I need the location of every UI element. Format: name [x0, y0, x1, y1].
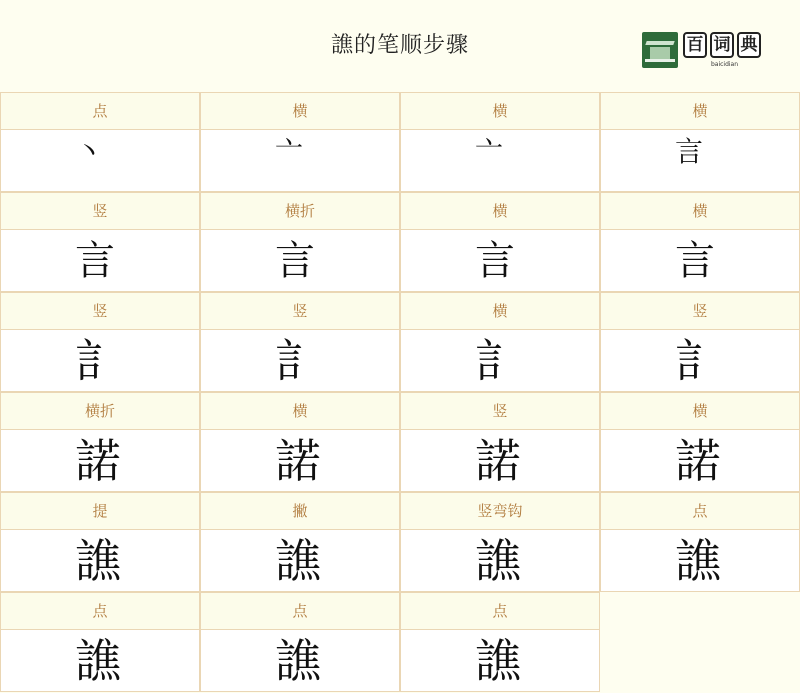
stroke-glyph: 訁 [475, 334, 521, 388]
stroke-glyph-box [600, 429, 800, 492]
stroke-name: 点 [400, 592, 600, 630]
stroke-glyph: 譙 [475, 534, 521, 588]
logo-char: 典 [737, 32, 761, 58]
stroke-step [0, 92, 200, 192]
stroke-name: 竖 [400, 392, 600, 430]
stroke-glyph-box [0, 229, 200, 292]
stroke-glyph-box [400, 229, 600, 292]
stroke-step [600, 92, 800, 192]
stroke-name: 竖弯钩 [400, 492, 600, 530]
stroke-glyph-box [400, 529, 600, 592]
logo-wordmark [683, 32, 761, 60]
stroke-glyph: 言 [675, 135, 704, 168]
stroke-glyph-box [600, 229, 800, 292]
stroke-name: 横 [400, 192, 600, 230]
stroke-glyph: 諾 [475, 434, 521, 488]
stroke-name: 提 [0, 492, 200, 530]
stroke-glyph-box [200, 529, 400, 592]
stroke-glyph-box [600, 329, 800, 392]
stroke-glyph-box [200, 229, 400, 292]
stroke-glyph-box [400, 429, 600, 492]
logo-char: 百 [683, 32, 707, 58]
stroke-step [400, 192, 600, 292]
stroke-step [0, 292, 200, 392]
stroke-step [400, 92, 600, 192]
stroke-glyph-box [200, 329, 400, 392]
stroke-row [0, 592, 800, 692]
stroke-step [400, 592, 600, 692]
stroke-glyph-box [400, 129, 600, 192]
stroke-name: 横折 [0, 392, 200, 430]
stroke-glyph-box [600, 529, 800, 592]
stroke-glyph: 譙 [275, 534, 321, 588]
stroke-name: 竖 [600, 292, 800, 330]
stroke-glyph-box [200, 129, 400, 192]
stroke-glyph: 訁 [675, 334, 721, 388]
logo-char: 词 [710, 32, 734, 58]
stroke-name: 横 [400, 292, 600, 330]
stroke-glyph-box [0, 129, 200, 192]
page-title: 譙的笔顺步骤 [330, 33, 469, 58]
stroke-step [400, 292, 600, 392]
stroke-glyph: 譙 [275, 634, 321, 688]
stroke-name: 点 [0, 92, 200, 130]
stroke-step [600, 192, 800, 292]
logo-subtitle: baicidian [683, 61, 766, 68]
stroke-step [600, 492, 800, 592]
stroke-name: 竖 [0, 192, 200, 230]
stroke-step [600, 392, 800, 492]
stroke-name: 点 [0, 592, 200, 630]
stroke-step [0, 192, 200, 292]
stroke-glyph: 言 [675, 238, 715, 284]
logo-building-icon [642, 32, 678, 68]
stroke-step [0, 492, 200, 592]
stroke-glyph: 譙 [475, 634, 521, 688]
stroke-glyph: 亠 [475, 135, 504, 168]
stroke-glyph: 訁 [275, 334, 321, 388]
stroke-row [0, 192, 800, 292]
stroke-name: 竖 [0, 292, 200, 330]
stroke-name: 横 [600, 92, 800, 130]
stroke-glyph-box [0, 529, 200, 592]
stroke-row [0, 92, 800, 192]
stroke-row [0, 292, 800, 392]
stroke-row [0, 392, 800, 492]
stroke-name: 横 [200, 392, 400, 430]
stroke-name: 横 [600, 392, 800, 430]
stroke-step [0, 592, 200, 692]
stroke-glyph: 言 [475, 238, 515, 284]
stroke-step [200, 192, 400, 292]
stroke-glyph-box [200, 629, 400, 692]
stroke-glyph: 諾 [675, 434, 721, 488]
stroke-step [200, 392, 400, 492]
stroke-glyph: 言 [275, 238, 315, 284]
stroke-glyph-box [400, 629, 600, 692]
stroke-glyph: 譙 [675, 534, 721, 588]
stroke-glyph-box [0, 329, 200, 392]
stroke-glyph: 訁 [75, 334, 121, 388]
stroke-glyph-box [0, 629, 200, 692]
stroke-glyph-box [400, 329, 600, 392]
baicidian-logo[interactable] [642, 32, 766, 72]
stroke-step [600, 292, 800, 392]
stroke-glyph: 言 [75, 238, 115, 284]
stroke-glyph: 譙 [75, 534, 121, 588]
stroke-name: 竖 [200, 292, 400, 330]
stroke-step [400, 492, 600, 592]
stroke-name: 点 [200, 592, 400, 630]
stroke-name: 撇 [200, 492, 400, 530]
stroke-glyph-box [0, 429, 200, 492]
stroke-step [200, 492, 400, 592]
stroke-order-grid [0, 92, 800, 692]
stroke-glyph: 諾 [275, 434, 321, 488]
stroke-row [0, 492, 800, 592]
stroke-step [0, 392, 200, 492]
stroke-glyph: 亠 [275, 135, 304, 168]
stroke-step [200, 92, 400, 192]
stroke-step [200, 292, 400, 392]
stroke-name: 横 [200, 92, 400, 130]
stroke-step [400, 392, 600, 492]
stroke-name: 横折 [200, 192, 400, 230]
stroke-glyph-box [600, 129, 800, 192]
stroke-step [200, 592, 400, 692]
page-header [0, 0, 800, 92]
stroke-glyph: 譙 [75, 634, 121, 688]
stroke-glyph-box [200, 429, 400, 492]
stroke-glyph: 丶 [75, 135, 104, 168]
stroke-name: 横 [600, 192, 800, 230]
stroke-name: 横 [400, 92, 600, 130]
stroke-glyph: 諾 [75, 434, 121, 488]
stroke-name: 点 [600, 492, 800, 530]
